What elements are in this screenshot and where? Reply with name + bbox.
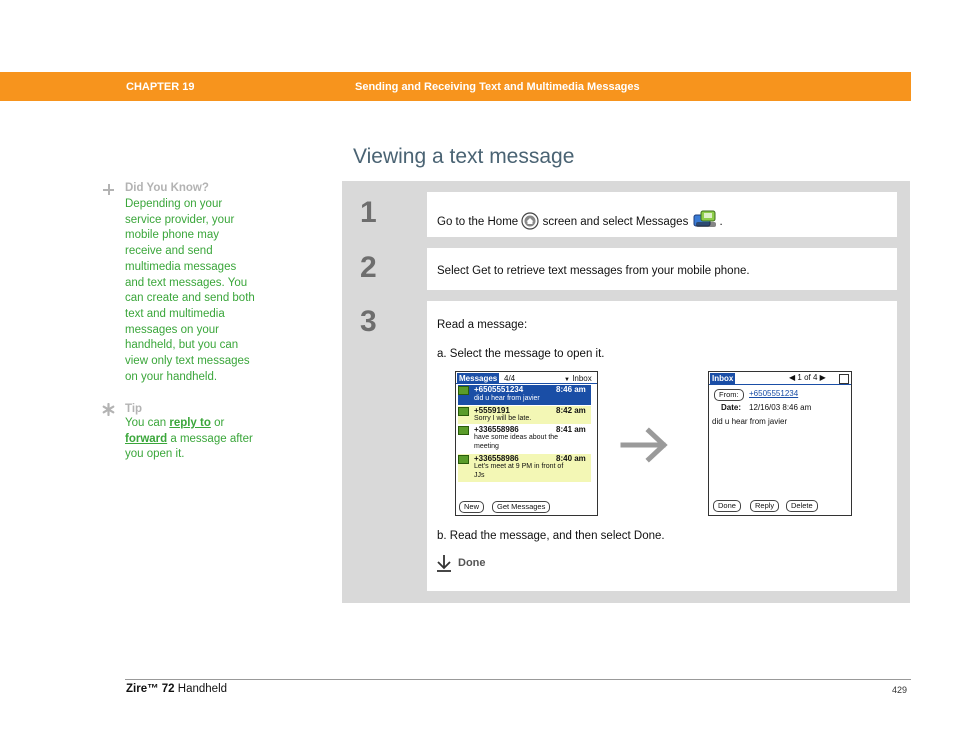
step-1-text <box>437 209 723 230</box>
arrow-right-icon <box>619 427 671 463</box>
message-row[interactable] <box>458 406 591 424</box>
step-3-box <box>427 301 897 591</box>
step-3-b: b. Read the message, and then select Done. <box>437 530 665 542</box>
home-icon <box>521 212 539 230</box>
date-label: Date: <box>721 403 742 412</box>
time: 8:40 am <box>556 454 586 463</box>
footer-divider <box>125 679 911 680</box>
step-1-box <box>427 192 897 237</box>
forward-link[interactable]: forward <box>125 432 168 445</box>
asterisk-icon <box>102 403 115 416</box>
title-underline <box>456 383 597 384</box>
message-preview: have some ideas about the <box>474 434 559 441</box>
title-underline <box>709 384 851 385</box>
message-row[interactable] <box>458 385 591 405</box>
text-span: You can <box>125 417 170 429</box>
text-line: can create and send both <box>125 292 255 305</box>
messages-list-screen <box>455 371 598 516</box>
brand: Zire™ <box>126 683 159 695</box>
text-line <box>125 416 285 432</box>
from-value[interactable]: +6505551234 <box>749 389 799 398</box>
done-arrow-icon <box>436 554 452 572</box>
message-row[interactable] <box>458 425 591 453</box>
message-detail-screen <box>708 371 852 516</box>
text-line: multimedia messages <box>125 260 237 273</box>
folder-name: Inbox <box>572 374 592 383</box>
did-you-know-body <box>125 197 285 385</box>
pager-label: 1 of 4 <box>797 373 818 382</box>
step-3-intro: Read a message: <box>437 319 528 331</box>
menu-icon[interactable] <box>839 374 849 384</box>
done-button[interactable]: Done <box>713 500 741 512</box>
new-button[interactable]: New <box>459 501 484 513</box>
text-span: a message after <box>167 432 253 445</box>
text-line <box>125 432 285 448</box>
step-number: 2 <box>360 251 377 284</box>
step-number: 3 <box>360 305 377 338</box>
time: 8:46 am <box>556 385 586 394</box>
page-number: 429 <box>892 685 908 695</box>
done-label: Done <box>458 557 486 569</box>
sender: +6505551234 <box>474 385 524 394</box>
tip-heading: Tip <box>125 403 143 415</box>
envelope-icon <box>458 455 469 464</box>
product-name <box>126 683 227 695</box>
envelope-icon <box>458 386 469 395</box>
messages-title: Messages <box>459 374 498 383</box>
reply-button[interactable]: Reply <box>750 500 779 512</box>
chapter-title: Sending and Receiving Text and Multimedia Messages <box>355 81 640 93</box>
time: 8:41 am <box>556 425 586 434</box>
message-preview: JJs <box>474 472 485 479</box>
message-count: 4/4 <box>504 374 516 383</box>
message-body: did u hear from javier <box>712 417 788 426</box>
message-preview: did u hear from javier <box>474 395 540 402</box>
inbox-title: Inbox <box>712 374 734 383</box>
text-line: view only text messages <box>125 355 250 368</box>
text-line: text and multimedia <box>125 307 225 320</box>
prev-icon[interactable]: ◀ <box>789 373 796 382</box>
message-preview: Let's meet at 9 PM in front of <box>474 463 564 470</box>
sender: +336558986 <box>474 454 519 463</box>
date-value: 12/16/03 8:46 am <box>749 403 812 412</box>
text-line: messages on your <box>125 323 219 336</box>
step-number: 1 <box>360 196 377 229</box>
text-span: or <box>210 417 225 429</box>
page-title: Viewing a text message <box>353 145 575 168</box>
plus-icon <box>103 184 114 195</box>
text-span: Go to the Home <box>437 216 522 228</box>
from-button[interactable]: From: <box>714 389 744 401</box>
text-line: Depending on your <box>125 198 223 210</box>
message-row[interactable] <box>458 454 591 482</box>
envelope-icon <box>458 407 469 416</box>
message-preview: meeting <box>474 443 499 450</box>
reply-to-link[interactable]: reply to <box>169 417 211 429</box>
message-preview: Sorry I will be late. <box>474 415 532 422</box>
messages-app-icon <box>692 209 720 229</box>
text-span: . <box>719 216 723 228</box>
delete-button[interactable]: Delete <box>786 500 818 512</box>
text-line: handheld, but you can <box>125 339 239 352</box>
envelope-icon <box>458 426 469 435</box>
folder-picker[interactable] <box>564 374 592 383</box>
text-line: mobile phone may <box>125 229 219 242</box>
model: 72 <box>158 683 175 695</box>
pager <box>789 373 826 382</box>
next-icon[interactable]: ▶ <box>819 373 826 382</box>
step-2-text: Select Get to retrieve text messages from your mobile phone. <box>437 265 750 277</box>
text-line: receive and send <box>125 245 213 258</box>
product-suffix: Handheld <box>174 683 228 695</box>
text-line: you open it. <box>125 448 185 461</box>
sender: +5559191 <box>474 406 510 415</box>
triangle-down-icon: ▼ <box>564 377 570 383</box>
chapter-label: CHAPTER 19 <box>126 81 195 93</box>
tip-body <box>125 416 285 463</box>
sender: +336558986 <box>474 425 519 434</box>
did-you-know-heading: Did You Know? <box>125 182 209 194</box>
text-line: on your handheld. <box>125 370 218 383</box>
step-3-a: a. Select the message to open it. <box>437 348 605 360</box>
text-span: screen and select Messages <box>539 216 692 228</box>
text-line: and text messages. You <box>125 276 248 289</box>
text-line: service provider, your <box>125 213 235 226</box>
time: 8:42 am <box>556 406 586 415</box>
get-messages-button[interactable]: Get Messages <box>492 501 550 513</box>
step-2-box <box>427 248 897 290</box>
